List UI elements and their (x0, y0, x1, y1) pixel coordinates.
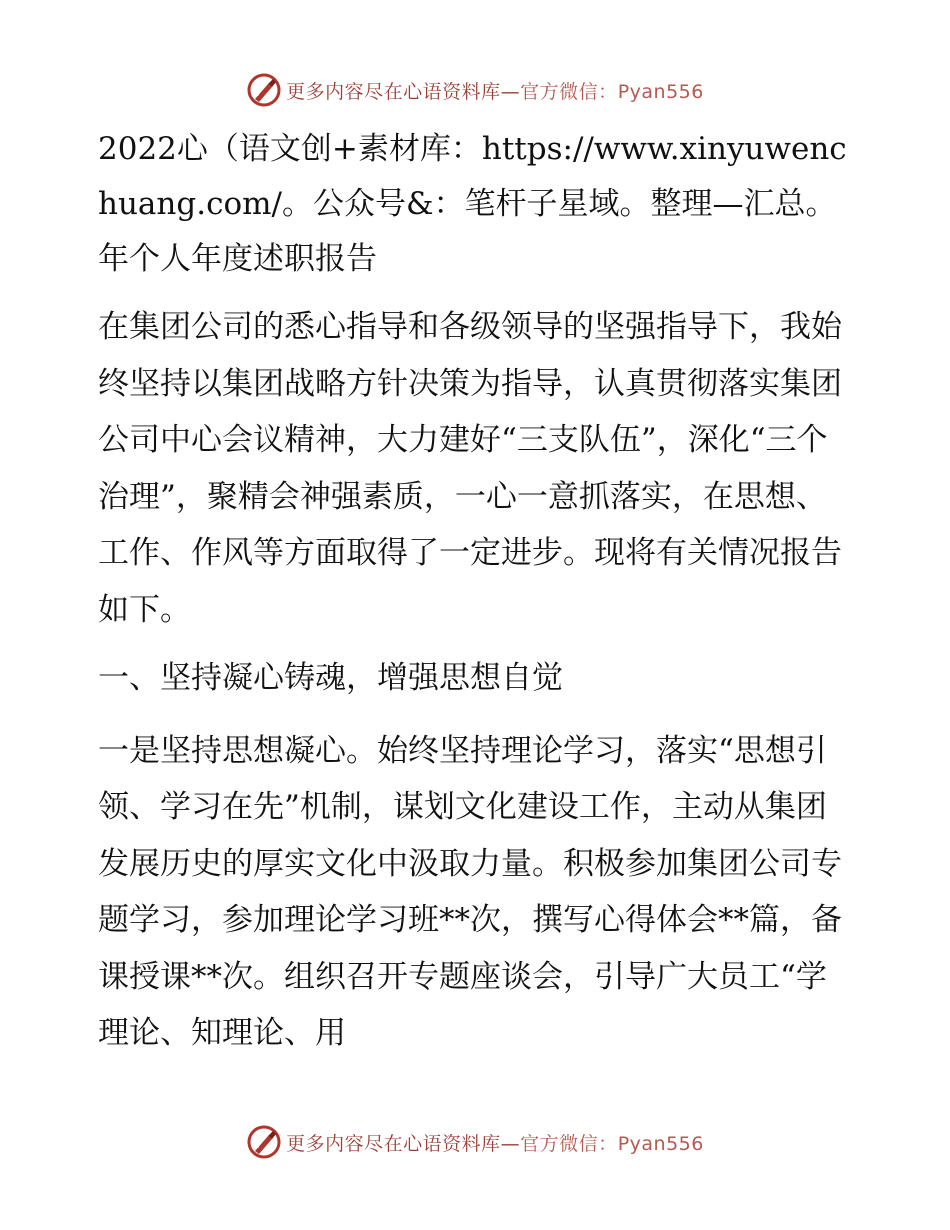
watermark-text: 更多内容尽在心语资料库—官方微信：Pyan556 (286, 1132, 704, 1155)
section-heading-1: 一、坚持凝心铸魂，增强思想自觉 (98, 660, 563, 696)
document-title: 2022心（语文创+素材库：https://www.xinyuwenchuang.com/。公众号&：笔杆子星域。整理—汇总。年个人年度述职报告 (98, 131, 847, 277)
watermark-text: 更多内容尽在心语资料库—官方微信：Pyan556 (286, 80, 704, 103)
pen-logo-icon (246, 1124, 282, 1160)
document-body (98, 122, 850, 1062)
header-watermark-banner (0, 70, 950, 110)
intro-paragraph: 在集团公司的悉心指导和各级领导的坚强指导下，我始终坚持以集团战略方针决策为指导，认真贯彻落实集团公司中心会议精神，大力建好“三支队伍”，深化“三个治理”，聚精会神强素质，一心一意抓落实，在思想、工作、作风等方面取得了一定进步。现将有关情况报告如下。 (98, 309, 842, 628)
paragraph-thought: 一是坚持思想凝心。始终坚持理论学习，落实“思想引领、学习在先”机制，谋划文化建设工作，主动从集团发展历史的厚实文化中汲取力量。积极参加集团公司专题学习，参加理论学习班**次，撰写心得体会**篇，备课授课**次。组织召开专题座谈会，引导广大员工“学理论、知理论、用 (98, 732, 842, 1051)
footer-watermark-banner (0, 1122, 950, 1162)
pen-logo-icon (246, 72, 282, 108)
